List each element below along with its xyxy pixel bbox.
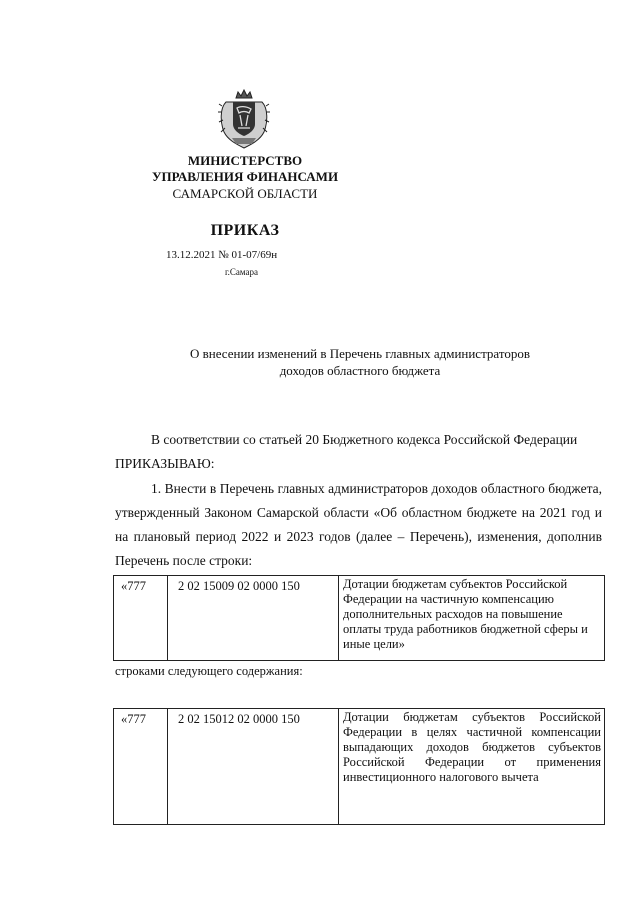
ministry-name-line2: УПРАВЛЕНИЯ ФИНАНСАМИ: [151, 169, 339, 184]
table-row-existing: [113, 575, 605, 661]
order-title: ПРИКАЗ: [210, 222, 280, 239]
ministry-name-line1: МИНИСТЕРСТВО: [187, 153, 303, 168]
order-date-number: 13.12.2021 № 01-07/69н: [166, 249, 278, 261]
coat-of-arms-icon: [218, 88, 270, 150]
table-cell-kbk: 2 02 15009 02 0000 150: [168, 576, 339, 660]
order-city: г.Самара: [225, 267, 259, 277]
table-cell-description: Дотации бюджетам субъектов Российской Федерации в целях частичной компенсации выпадающих доходов бюджетов субъектов Российской Федерации от применения инвестиционного налогового вычета: [343, 710, 601, 784]
ministry-name-line3: САМАРСКОЙ ОБЛАСТИ: [172, 186, 318, 201]
order-word: ПРИКАЗЫВАЮ:: [115, 456, 215, 471]
table-cell-code: «777: [114, 576, 168, 660]
subject-line2: доходов областного бюджета: [279, 363, 441, 378]
paragraph-item-1: 1. Внести в Перечень главных администраторов доходов областного бюджета, утвержденный Законом Самарской области «Об областном бюджете на 2021 год и на плановый период 2022 и 2023 годов (далее – Перечень), изменения, дополнив Перечень после строки:: [115, 481, 602, 568]
table-cell-kbk: 2 02 15012 02 0000 150: [168, 709, 339, 824]
table-cell-description: Дотации бюджетам субъектов Российской Федерации на частичную компенсацию дополнительных расходов на повышение оплаты труда работников бюджетной сферы и иные цели»: [343, 577, 588, 651]
paragraph-following: строками следующего содержания:: [115, 664, 303, 678]
paragraph-legal-basis: В соответствии со статьей 20 Бюджетного кодекса Российской Федерации: [151, 432, 578, 447]
table-cell-code: «777: [114, 709, 168, 824]
subject-line1: О внесении изменений в Перечень главных администраторов: [189, 346, 531, 361]
table-row-new: [113, 708, 605, 825]
